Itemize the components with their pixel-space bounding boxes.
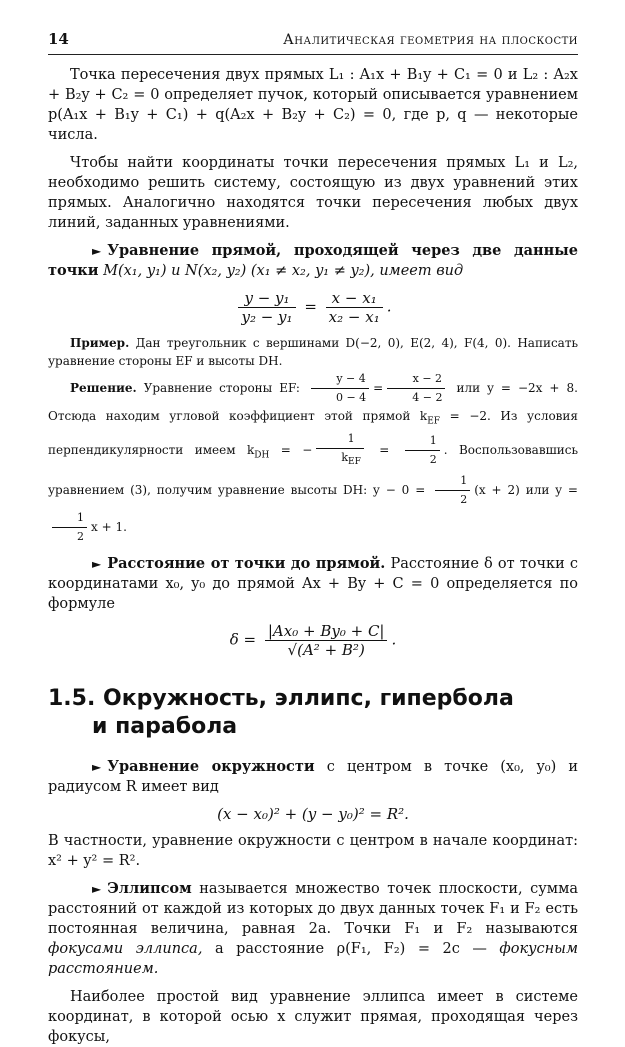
running-title: Аналитическая геометрия на плоскости [283,32,578,48]
page [48,30,578,1047]
running-header [48,30,578,55]
paragraph-ellipse-equation: Наиболее простой вид уравнение эллипса имеет в системе координат, в которой осью x служит прямая, проходящая через фокусы, [48,988,578,1045]
paragraph-ellipse: ► Эллипсом называется множество точек плоскости, сумма расстояний от каждой из которых до двух данных точек F₁ и F₂ есть постоянная величина, равная 2a. Точки F₁ и F₂ называются фокусами эллипса, а расстояние ρ(F₁, F₂) = 2c — фокусным расстоянием. [48,879,579,977]
triangle-bullet-icon: ► [92,556,102,571]
paragraph-intersection: Чтобы найти координаты точки пересечения прямых L₁ и L₂, необходимо решить систему, состоящую из двух уравнений этих прямых. Аналогично находятся точки пересечения любых двух линий, заданных уравнениями. [48,155,578,231]
paragraph-distance: ► Расстояние от точки до прямой. Расстояние δ от точки с координатами x₀, y₀ до прямой Ax + By + C = 0 определяется по формуле [48,554,578,612]
paragraph-circle-origin: В частности, уравнение окружности с центром в начале координат: x² + y² = R². [48,832,578,869]
example-block: Пример. Дан треугольник с вершинами D(−2, 0), E(2, 4), F(4, 0). Написать уравнение стороны EF и высоты DH. Решение. Уравнение стороны EF: $\frac{y - 4}{0 - 4}$ = $\frac{x - 2}{4 - 2}$ или y = −2x + 8. Отсюда находим угловой коэффициент этой прямой $k_{EF} = -2$. Из условия перпендикулярности имеем $k_{DH}$ = − $\frac{1}{k_{EF}}$ = $\frac{1}{2}$ . Воспользовавшись уравнением (3), получим уравнение высоты DH: y − 0 = $\frac{1}{2}$ (x + 2) или y = $\frac{1}{2}$ x + 1. [48,334,578,546]
paragraph-circle: ► Уравнение окружности с центром в точке (x₀, y₀) и радиусом R имеет вид [48,757,579,795]
section-heading: 1.5. Окружность, эллипс, гипербола и парабола [48,685,514,739]
formula-line-two-points: $\frac{\text{y − y₁}}{\text{y₂ − y₁}}$ = $\frac{\text{x − x₁}}{\text{x₂ − x₁}}$ . [48,289,578,326]
formula-distance: δ = $\frac{\text{|Ax₀ + By₀ + C|}}{\text{√(A² + B²)}}$ . [229,621,397,659]
paragraph-line-two-points: ► Уравнение прямой, проходящей через две данные точки M(x₁, y₁) и N(x₂, y₂) (x₁ ≠ x₂, y₁ ≠ y₂), имеет вид [48,242,578,279]
triangle-bullet-icon: ► [92,881,102,896]
triangle-bullet-icon: ► [92,244,102,258]
formula-circle: (x − x₀)² + (y − y₀)² = R². [217,804,409,823]
paragraph-pencil-of-lines: Точка пересечения двух прямых L₁ : A₁x + B₁y + C₁ = 0 и L₂ : A₂x + B₂y + C₂ = 0 определяет пучок, который описывается уравнением p(A₁x + B₁y + C₁) + q(A₂x + B₂y + C₂) = 0, где p, q — некоторые числа. [48,67,578,143]
page-number: 14 [48,30,69,48]
triangle-bullet-icon: ► [92,759,102,774]
solution-text: Решение. Уравнение стороны EF: $\frac{y - 4}{0 - 4}$ = $\frac{x - 2}{4 - 2}$ или y = −2x + 8. Отсюда находим угловой коэффициент этой прямой $k_{EF} = -2$. Из условия перпендикулярности имеем $k_{DH}$ = − $\frac{1}{k_{EF}}$ = $\frac{1}{2}$ . Воспользовавшись уравнением (3), получим уравнение высоты DH: y − 0 = $\frac{1}{2}$ (x + 2) или y = $\frac{1}{2}$ x + 1. [48,372,578,543]
